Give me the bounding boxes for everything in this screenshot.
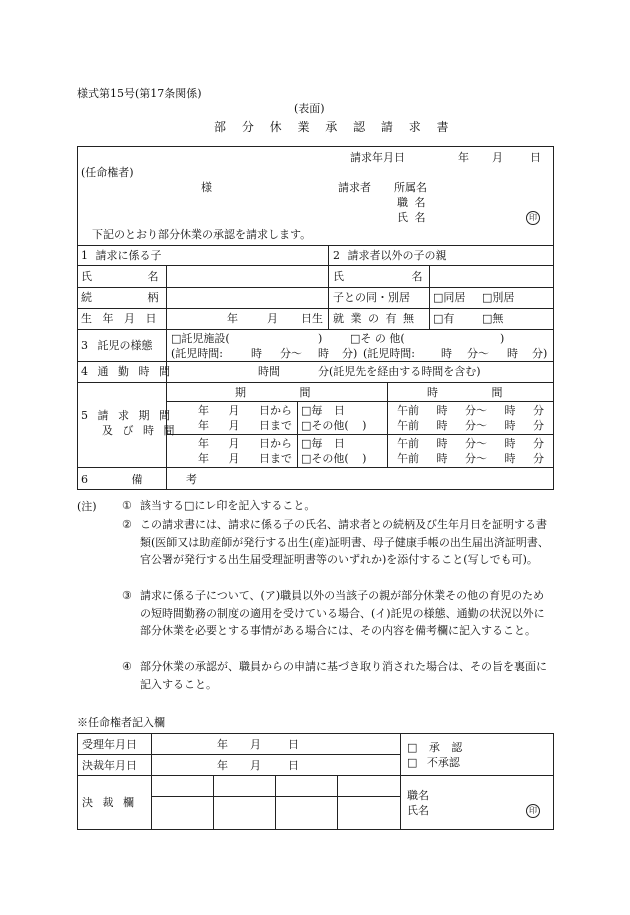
decision-month: 月 bbox=[250, 759, 261, 772]
reject-checkbox[interactable]: □ 不承認 bbox=[407, 756, 460, 769]
care-time-prefix: (託児時間: bbox=[171, 347, 223, 360]
care-time-minute-from: 分〜 bbox=[280, 347, 302, 360]
decision-day: 日 bbox=[288, 759, 299, 772]
time-header: 時 間 bbox=[427, 386, 503, 399]
request-statement: 下記のとおり部分休業の承認を請求します。 bbox=[92, 228, 312, 241]
dept-label: 所属名 bbox=[394, 181, 427, 194]
other-close: ) bbox=[500, 332, 505, 345]
decision-year: 年 bbox=[217, 759, 228, 772]
period-to-1: 年 月 日まで bbox=[198, 419, 292, 432]
request-date-label: 請求年月日 bbox=[350, 151, 405, 164]
note-3: 請求に係る子について、(ア)職員以外の当該子の親が部分休業その他の育児のための短時間勤務の制度の適用を受けている場合、(イ)託児の様態、通勤の状況以外に部分休業を必要とする事情がある場合には、その内容を備考欄に記入すること。 bbox=[140, 589, 545, 638]
relation-label: 続 柄 bbox=[81, 291, 159, 304]
employment-label: 就 業 の 有 無 bbox=[333, 312, 414, 325]
row-divider bbox=[77, 467, 554, 468]
birth-month: 月 bbox=[267, 312, 278, 325]
section3-label: 3 託児の様態 bbox=[81, 339, 153, 352]
row-divider bbox=[77, 245, 554, 246]
received-month: 月 bbox=[250, 738, 261, 751]
col-divider bbox=[337, 775, 338, 830]
other-day-checkbox-1[interactable]: □その他( ) bbox=[301, 419, 367, 432]
position-label: 職 名 bbox=[397, 196, 426, 209]
care-time-close: 分) bbox=[342, 347, 358, 360]
care-time-hour-to-2: 時 bbox=[507, 347, 518, 360]
child-name-label: 氏 名 bbox=[81, 270, 159, 283]
care-time-hour: 時 bbox=[251, 347, 262, 360]
received-year: 年 bbox=[217, 738, 228, 751]
cohabit-label: 子との同・別居 bbox=[333, 291, 410, 304]
seal-mark: 印 bbox=[526, 211, 540, 225]
section4-label: 4 通 勤 時 間 bbox=[81, 365, 170, 378]
note-number-1: ① bbox=[122, 499, 132, 512]
request-year: 年 bbox=[458, 151, 469, 164]
note-2: この請求書には、請求に係る子の氏名、請求者との続柄及び生年月日を証明する書類(医師又は助産師が発行する出生(産)証明書、母子健康手帳の出生届出済証明書、官公署が発行する出生届受理証明書等のいずれか)を添付すること(写しでも可)。 bbox=[140, 518, 549, 567]
childcare-facility-checkbox[interactable]: □託児施設( bbox=[171, 332, 230, 345]
note-number-2: ② bbox=[122, 518, 132, 531]
care-time-prefix-2: (託児時間: bbox=[363, 347, 415, 360]
cohabit-separate-checkbox[interactable]: □別居 bbox=[482, 291, 515, 304]
approve-checkbox[interactable]: □ 承 認 bbox=[407, 741, 463, 754]
row-divider bbox=[166, 401, 554, 402]
note-number-3: ③ bbox=[122, 589, 132, 602]
care-time-hour-2: 時 bbox=[441, 347, 452, 360]
authority-position-label: 職名 bbox=[407, 789, 429, 802]
col-divider bbox=[387, 382, 388, 467]
section1-header: 1 請求に係る子 bbox=[81, 249, 162, 262]
period-from-2: 年 月 日から bbox=[198, 437, 292, 450]
section5-label-line1: 5 請 求 期 間 bbox=[81, 409, 170, 422]
birth-year: 年 bbox=[227, 312, 238, 325]
time-row-1a: 午前 時 分〜 時 分 bbox=[397, 404, 544, 417]
received-day: 日 bbox=[288, 738, 299, 751]
col-divider bbox=[151, 733, 152, 830]
col-divider bbox=[328, 245, 329, 329]
every-day-checkbox-2[interactable]: □毎 日 bbox=[301, 437, 345, 450]
employment-yes-checkbox[interactable]: □有 bbox=[433, 312, 455, 325]
authority-table bbox=[77, 733, 554, 830]
page-title: 部 分 休 業 承 認 請 求 書 bbox=[214, 120, 452, 134]
row-divider bbox=[77, 329, 554, 330]
note-number-4: ④ bbox=[122, 660, 132, 673]
row-divider bbox=[77, 308, 554, 309]
col-divider bbox=[429, 265, 430, 329]
approval-label: 決 裁 欄 bbox=[82, 796, 134, 809]
col-divider bbox=[213, 775, 214, 830]
employment-no-checkbox[interactable]: □無 bbox=[482, 312, 504, 325]
note-4: 部分休業の承認が、職員からの申請に基づき取り消された場合は、その旨を裏面に記入すること。 bbox=[140, 660, 547, 691]
section6-label: 6 備 考 bbox=[81, 473, 197, 486]
childcare-other-checkbox[interactable]: □そ の 他( bbox=[350, 332, 405, 345]
row-divider bbox=[77, 754, 400, 755]
period-to-2: 年 月 日まで bbox=[198, 452, 292, 465]
request-month: 月 bbox=[492, 151, 503, 164]
care-time-close-2: 分) bbox=[532, 347, 548, 360]
decision-label: 決裁年月日 bbox=[82, 759, 137, 772]
section2-header: 2 請求者以外の子の親 bbox=[333, 249, 447, 262]
birth-label: 生 年 月 日 bbox=[81, 312, 157, 325]
requester-label: 請求者 bbox=[338, 181, 371, 194]
commute-minutes: 分(託児先を経由する時間を含む) bbox=[318, 365, 481, 378]
authority-label: (任命権者) bbox=[81, 166, 134, 179]
other-day-checkbox-2[interactable]: □その他( ) bbox=[301, 452, 367, 465]
request-day: 日 bbox=[530, 151, 541, 164]
notes-prefix: (注) bbox=[77, 500, 97, 513]
honorific: 様 bbox=[201, 181, 212, 194]
care-time-minute-from-2: 分〜 bbox=[467, 347, 489, 360]
row-divider bbox=[166, 434, 554, 435]
parent-name-label: 氏 名 bbox=[333, 270, 423, 283]
period-from-1: 年 月 日から bbox=[198, 404, 292, 417]
col-divider bbox=[297, 401, 298, 467]
period-header: 期 間 bbox=[235, 386, 311, 399]
row-divider bbox=[77, 265, 554, 266]
commute-hours: 時間 bbox=[258, 365, 280, 378]
form-number: 様式第15号(第17条関係) bbox=[77, 87, 202, 100]
row-divider bbox=[77, 382, 554, 383]
note-1: 該当する□にレ印を記入すること。 bbox=[140, 499, 316, 512]
authority-name-label: 氏名 bbox=[407, 804, 429, 817]
row-divider bbox=[77, 287, 554, 288]
cohabit-same-checkbox[interactable]: □同居 bbox=[433, 291, 466, 304]
every-day-checkbox-1[interactable]: □毎 日 bbox=[301, 404, 345, 417]
col-divider bbox=[275, 775, 276, 830]
row-divider bbox=[77, 361, 554, 362]
facility-close: ) bbox=[318, 332, 323, 345]
time-row-2a: 午前 時 分〜 時 分 bbox=[397, 437, 544, 450]
row-divider bbox=[77, 775, 554, 776]
form-side: (表面) bbox=[294, 102, 325, 115]
received-label: 受理年月日 bbox=[82, 738, 137, 751]
time-row-1b: 午前 時 分〜 時 分 bbox=[397, 419, 544, 432]
col-divider bbox=[400, 733, 401, 830]
time-row-2b: 午前 時 分〜 時 分 bbox=[397, 452, 544, 465]
authority-section-title: ※任命権者記入欄 bbox=[77, 716, 165, 729]
name-label: 氏 名 bbox=[397, 211, 426, 224]
birth-day: 日生 bbox=[301, 312, 323, 325]
authority-seal-mark: 印 bbox=[526, 804, 540, 818]
care-time-hour-to: 時 bbox=[318, 347, 329, 360]
section5-label-line2: 及 び 時 間 bbox=[102, 424, 175, 437]
